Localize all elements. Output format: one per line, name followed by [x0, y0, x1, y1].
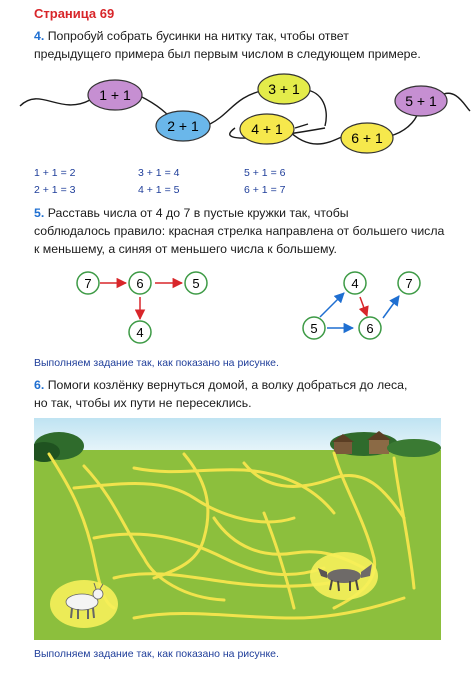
bead-4	[240, 114, 294, 144]
task5-line2: соблюдалось правило: красная стрелка направлена от большего числа	[34, 224, 445, 238]
task5-caption: Выполняем задание так, как показано на рисунке.	[34, 357, 279, 369]
right-node-4	[344, 272, 366, 294]
svg-text:5: 5	[192, 276, 200, 291]
svg-text:4 + 1: 4 + 1	[251, 121, 283, 137]
svg-text:3 + 1: 3 + 1	[268, 81, 300, 97]
svg-text:1 + 1: 1 + 1	[99, 87, 131, 103]
svg-text:2 + 1: 2 + 1	[167, 118, 199, 134]
svg-text:4: 4	[136, 325, 144, 340]
bead-1	[88, 80, 142, 110]
svg-text:6 + 1: 6 + 1	[351, 130, 383, 146]
bead-5	[395, 86, 447, 116]
svg-text:5 + 1: 5 + 1	[405, 93, 437, 109]
svg-text:6: 6	[366, 321, 374, 336]
task4-line1: Попробуй собрать бусинки на нитку так, чтобы ответ	[47, 29, 349, 43]
task6-text	[34, 376, 407, 412]
task6-line2: но так, чтобы их пути не пересеклись.	[34, 396, 252, 410]
equation-2: 2 + 1 = 3	[34, 184, 76, 196]
beads-figure	[0, 66, 474, 166]
right-node-7	[398, 272, 420, 294]
equation-4: 4 + 1 = 5	[138, 184, 180, 196]
task5-text	[34, 204, 444, 258]
task5-line1: Расставь числа от 4 до 7 в пустые кружки так, чтобы	[47, 206, 349, 220]
equation-6: 6 + 1 = 7	[244, 184, 286, 196]
task6-number: 6.	[34, 378, 45, 392]
bead-2	[156, 111, 210, 141]
left-node-6	[129, 272, 151, 294]
equation-5: 5 + 1 = 6	[244, 167, 286, 179]
task5-line3: к меньшему, а синяя от меньшего числа к большему.	[34, 242, 337, 256]
task5-number: 5.	[34, 206, 45, 220]
left-node-4	[129, 321, 151, 343]
left-node-5	[185, 272, 207, 294]
task6-line1: Помоги козлёнку вернуться домой, а волку добраться до леса,	[47, 378, 408, 392]
svg-text:7: 7	[84, 276, 92, 291]
task4-line2: предыдущего примера был первым числом в следующем примере.	[34, 47, 421, 61]
numbers-graph-figure	[0, 262, 474, 352]
right-node-5	[303, 317, 325, 339]
svg-text:5: 5	[310, 321, 318, 336]
equation-3: 3 + 1 = 4	[138, 167, 180, 179]
task4-text	[34, 27, 421, 63]
right-node-6	[359, 317, 381, 339]
svg-text:6: 6	[136, 276, 144, 291]
equation-1: 1 + 1 = 2	[34, 167, 76, 179]
maze-figure	[34, 418, 441, 640]
bead-3	[258, 74, 310, 104]
svg-text:7: 7	[405, 276, 413, 291]
svg-text:4: 4	[351, 276, 359, 291]
task6-caption: Выполняем задание так, как показано на рисунке.	[34, 648, 279, 660]
task4-number: 4.	[34, 29, 45, 43]
left-node-7	[77, 272, 99, 294]
bead-6	[341, 123, 393, 153]
page-title: Страница 69	[34, 6, 115, 21]
